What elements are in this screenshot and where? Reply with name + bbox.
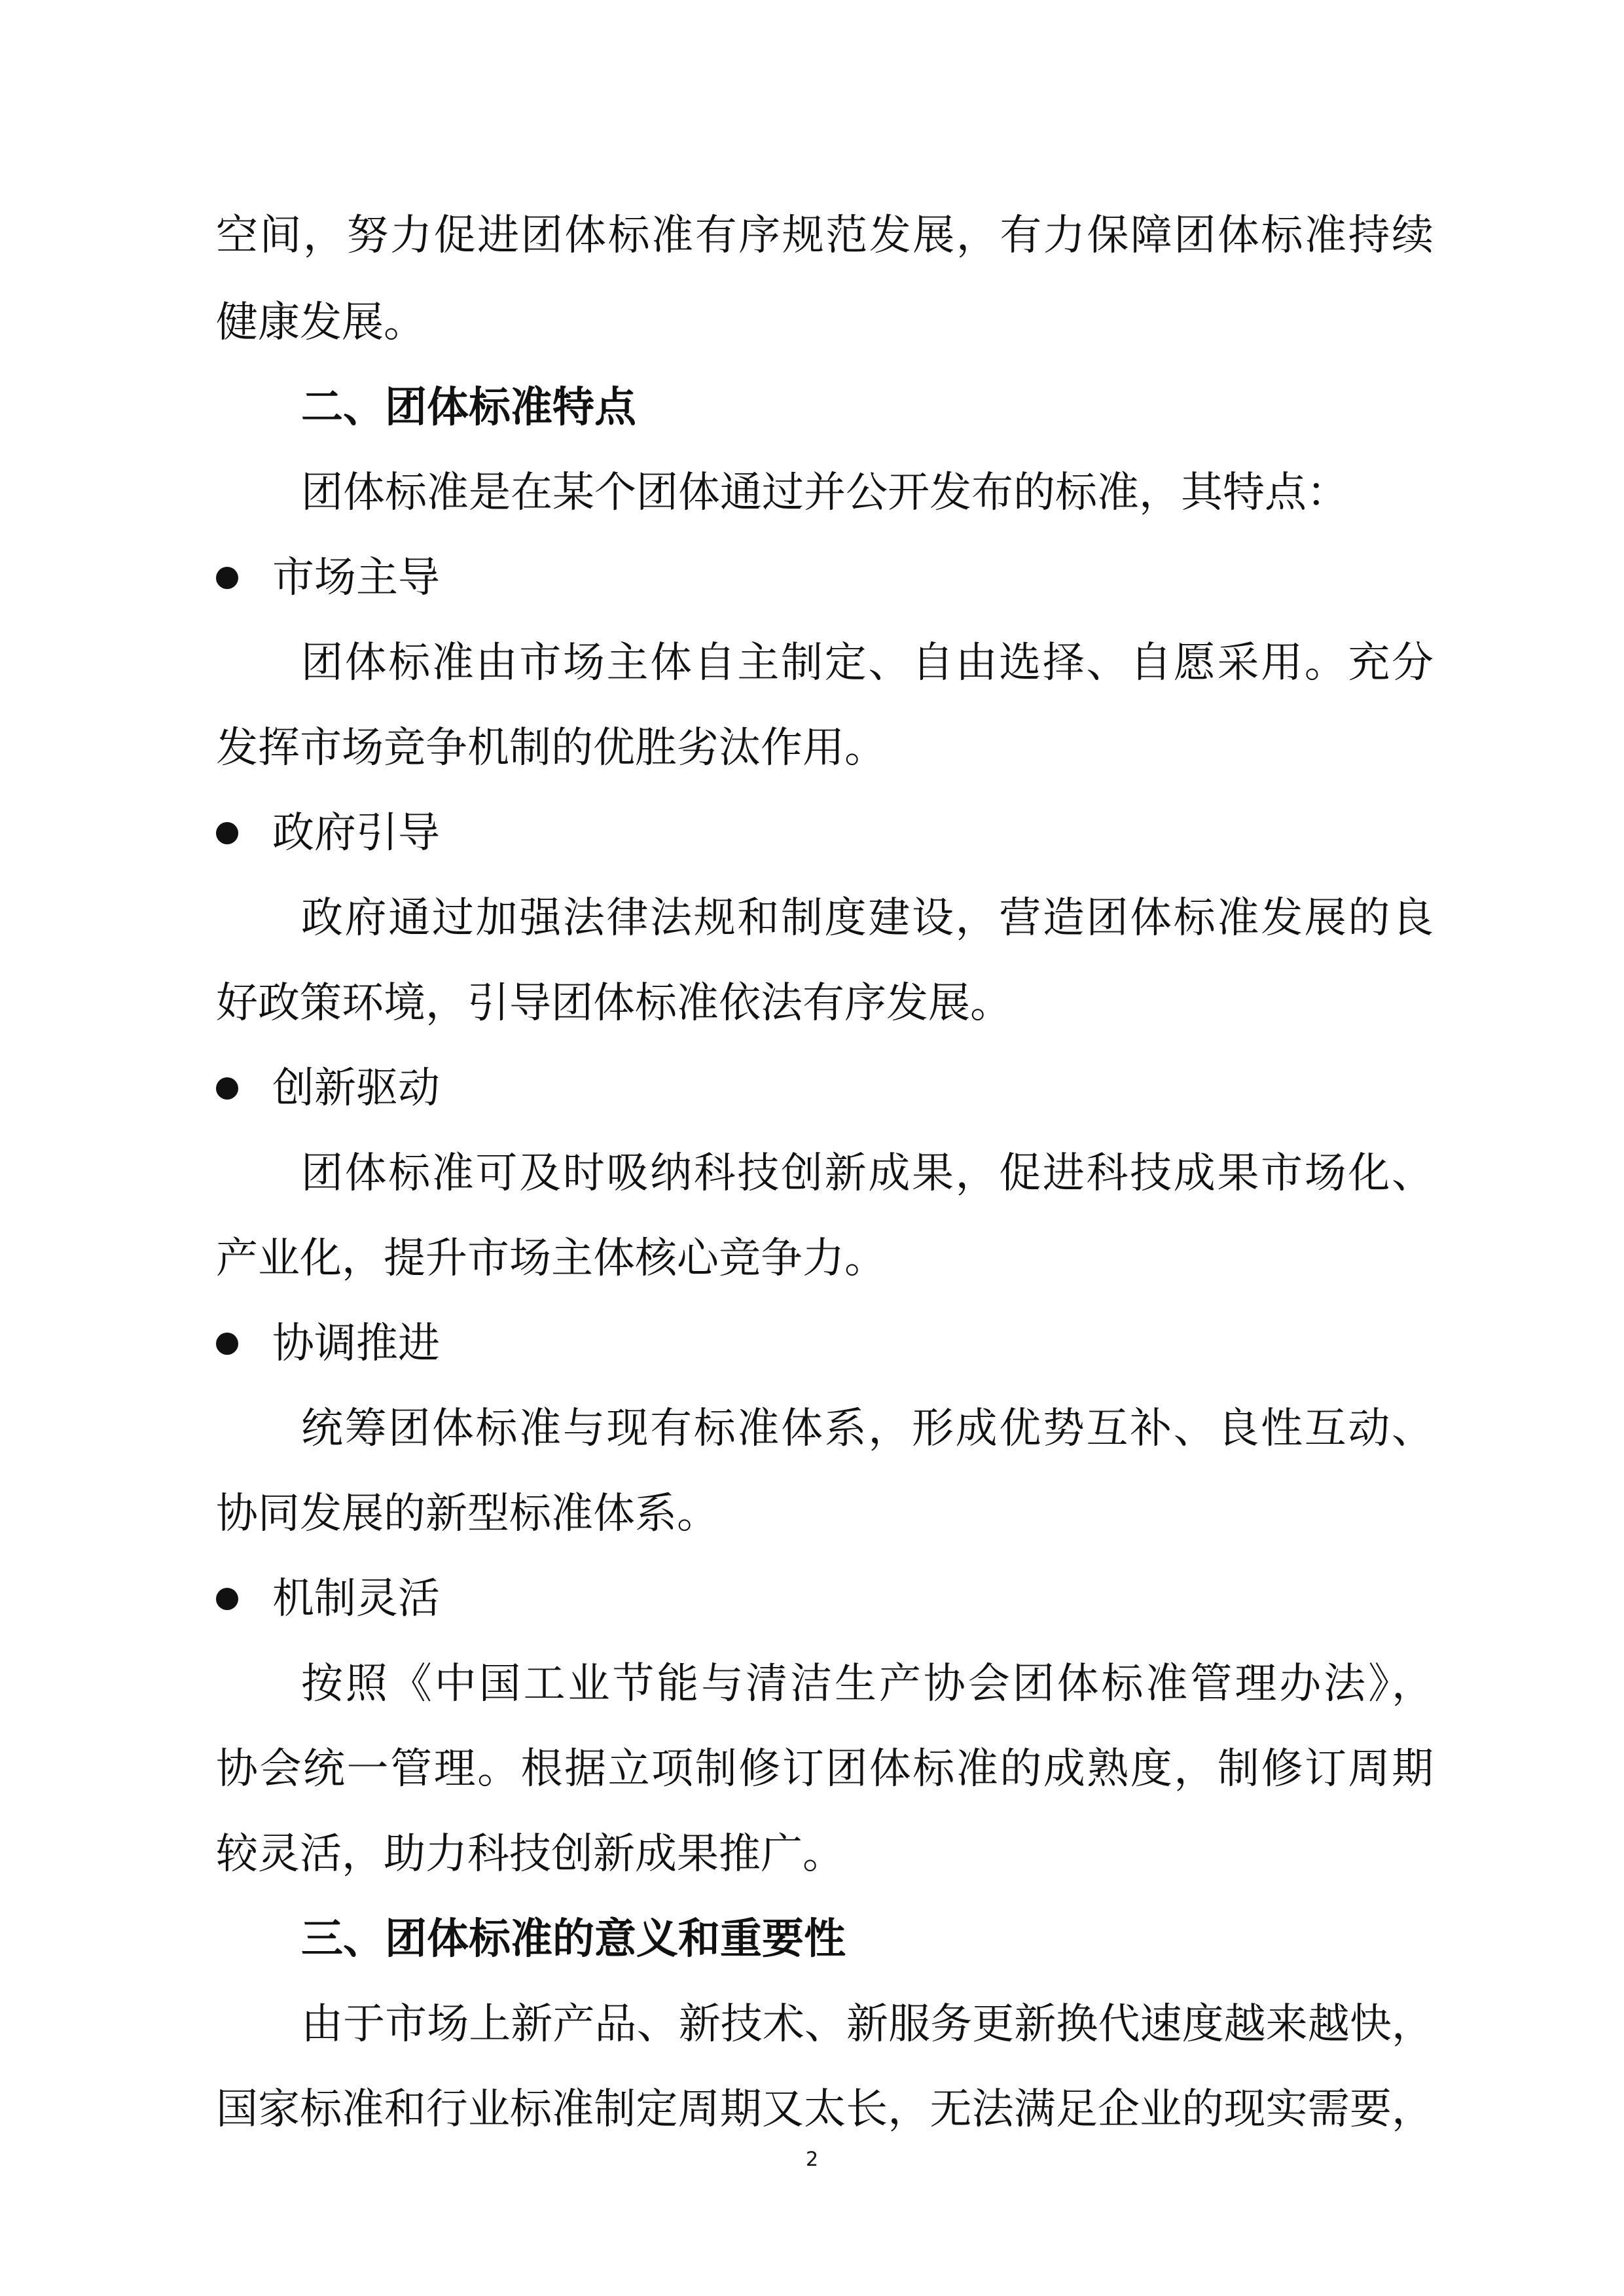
bullet-dot-icon bbox=[216, 1333, 238, 1355]
feature5-line-2: 协会统一管理。根据立项制修订团体标准的成熟度，制修订周期 bbox=[216, 1745, 1434, 1793]
feature1-line-2: 发挥市场竞争机制的优胜劣汰作用。 bbox=[216, 724, 886, 772]
section3-line-1: 由于市场上新产品、新技术、新服务更新换代速度越来越快， bbox=[301, 2000, 1434, 2049]
feature2-line-1: 政府通过加强法律法规和制度建设，营造团体标准发展的良 bbox=[301, 894, 1434, 942]
bullet-dot-icon bbox=[216, 822, 238, 844]
feature-title-2 bbox=[216, 807, 440, 859]
bullet-dot-icon bbox=[216, 567, 238, 589]
feature4-line-2: 协同发展的新型标准体系。 bbox=[216, 1490, 719, 1538]
feature-title-4 bbox=[216, 1318, 440, 1370]
feature5-line-1: 按照《中国工业节能与清洁生产协会团体标准管理办法》， bbox=[301, 1660, 1434, 1708]
section2-intro: 团体标准是在某个团体通过并公开发布的标准，其特点： bbox=[301, 469, 1348, 517]
bullet-dot-icon bbox=[216, 1588, 238, 1610]
section-heading-3: 三、团体标准的意义和重要性 bbox=[301, 1915, 846, 1964]
intro-line-2: 健康发展。 bbox=[216, 298, 425, 347]
section3-line-2: 国家标准和行业标准制定周期又太长，无法满足企业的现实需要， bbox=[216, 2085, 1434, 2134]
feature3-line-2: 产业化，提升市场主体核心竞争力。 bbox=[216, 1234, 886, 1283]
feature-title-text: 政府引导 bbox=[272, 809, 440, 857]
page-number: 2 bbox=[805, 2148, 819, 2171]
feature-title-text: 市场主导 bbox=[272, 554, 440, 602]
intro-line-1: 空间，努力促进团体标准有序规范发展，有力保障团体标准持续 bbox=[216, 211, 1434, 260]
feature5-line-3: 较灵活，助力科技创新成果推广。 bbox=[216, 1830, 844, 1878]
feature-title-text: 创新驱动 bbox=[272, 1064, 440, 1113]
feature-title-1 bbox=[216, 552, 440, 604]
feature3-line-1: 团体标准可及时吸纳科技创新成果，促进科技成果市场化、 bbox=[301, 1149, 1434, 1198]
feature-title-text: 协调推进 bbox=[272, 1319, 440, 1368]
bullet-dot-icon bbox=[216, 1077, 238, 1100]
feature-title-3 bbox=[216, 1062, 440, 1115]
section-heading-2: 二、团体标准特点 bbox=[301, 384, 636, 432]
feature-title-text: 机制灵活 bbox=[272, 1575, 440, 1623]
feature1-line-1: 团体标准由市场主体自主制定、自由选择、自愿采用。充分 bbox=[301, 639, 1434, 687]
feature-title-5 bbox=[216, 1573, 440, 1625]
feature2-line-2: 好政策环境，引导团体标准依法有序发展。 bbox=[216, 979, 1012, 1028]
feature4-line-1: 统筹团体标准与现有标准体系，形成优势互补、良性互动、 bbox=[301, 1405, 1434, 1453]
